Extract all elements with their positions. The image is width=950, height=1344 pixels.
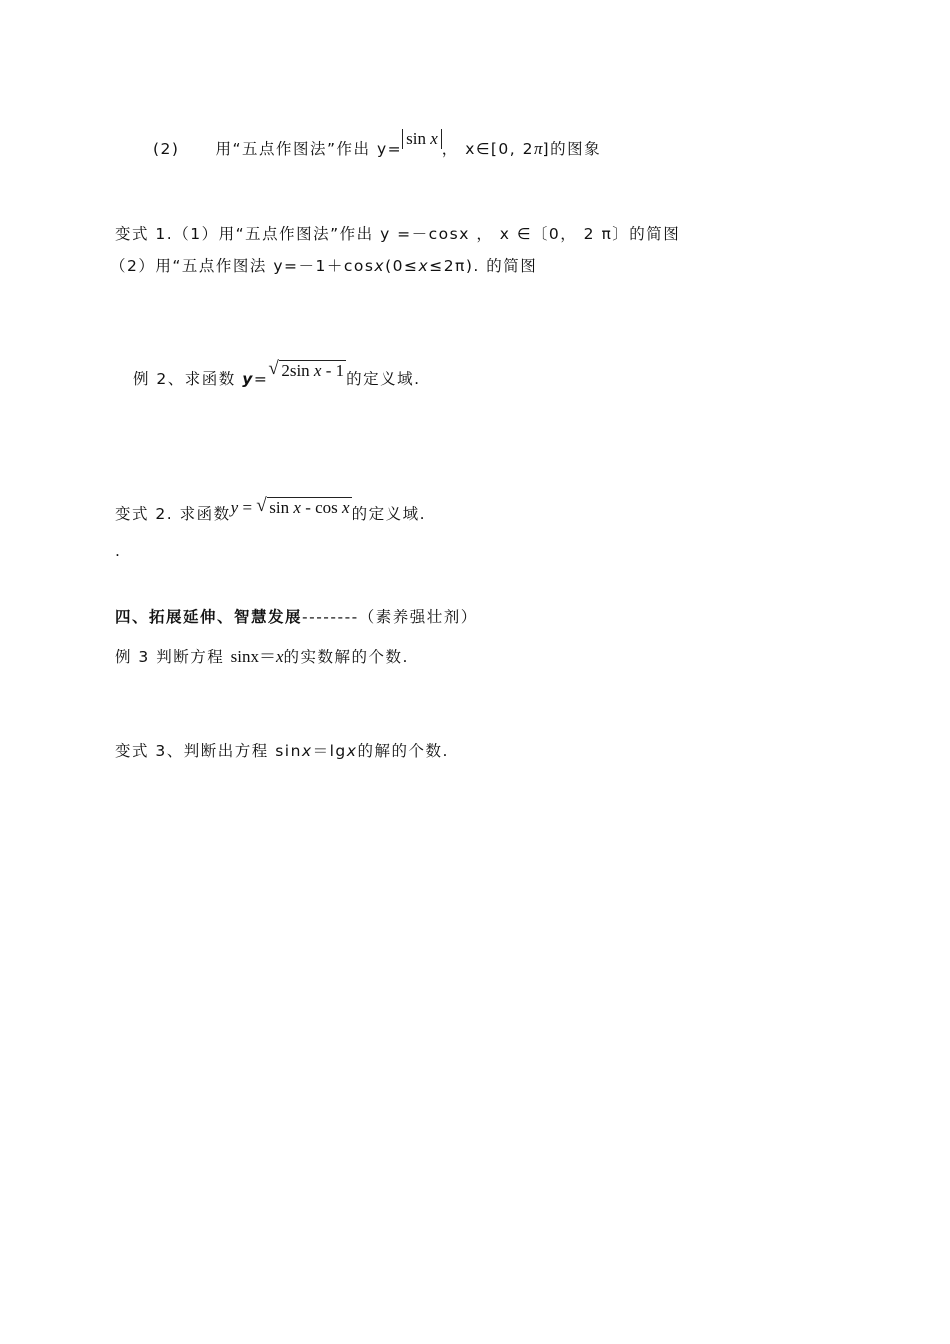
variant-3-mid: ＝lg [312, 742, 347, 760]
variant-3-prefix: 变式 3、判断出方程 sin [115, 742, 302, 760]
var-x: x [301, 742, 313, 760]
equals-sign: = [253, 370, 269, 388]
variant-1-line [115, 223, 680, 245]
abs-sin-expression: sin x [402, 129, 442, 149]
example-3-prefix: 例 3 判断方程 [115, 648, 231, 666]
variant-1-part-2-text-b: (0≤ [385, 257, 419, 275]
problem-suffix: ]的图象 [542, 140, 602, 158]
section-4-heading [115, 606, 478, 628]
stray-dot: . [115, 542, 122, 560]
example-2-prefix: 例 2、求函数 [133, 370, 243, 388]
variant-2-suffix: 的定义域. [351, 505, 426, 523]
pi-symbol: π [534, 139, 543, 158]
var-y: y [230, 498, 239, 517]
item-number: (2) [153, 140, 180, 158]
variant-1-part-2-line [110, 255, 537, 277]
section-4-subtitle: --------（素养强壮剂） [302, 608, 478, 626]
variant-1-text: 变式 1.（1）用“五点作图法”作出 y =－cosx ， x ∈〔0， 2 π〕的简图 [115, 225, 681, 243]
sqrt-expression: √ 2sin x - 1 [268, 358, 345, 380]
variant-3-suffix: 的解的个数. [357, 742, 449, 760]
variant-2-line [115, 495, 426, 525]
var-y: y [242, 370, 254, 388]
variant-1-part-2-text-c: ≤2π). 的简图 [429, 257, 538, 275]
interval-text: ， x∈[0, 2 [441, 140, 534, 158]
example-3-suffix: 的实数解的个数. [283, 648, 409, 666]
variant-1-part-2-text-a: （2）用“五点作图法 y=－1＋cos [110, 257, 375, 275]
sqrt-expression: √ sin x - cos x [256, 495, 350, 517]
example-2-line [133, 358, 421, 390]
variant-3-line [115, 740, 449, 762]
var-x: x [276, 647, 284, 666]
equals-sign: = [238, 498, 257, 517]
variant-2-prefix: 变式 2. 求函数 [115, 505, 231, 523]
equation: sinx＝ [230, 647, 276, 666]
example-2-suffix: 的定义域. [346, 370, 421, 388]
section-4-title: 四、拓展延伸、智慧发展 [115, 608, 303, 626]
var-x: x [346, 742, 358, 760]
var-x: x [418, 257, 430, 275]
example-3-line [115, 646, 409, 668]
problem-text: 用“五点作图法”作出 y= [215, 140, 403, 158]
var-x: x [374, 257, 386, 275]
problem-2-line [153, 129, 602, 160]
